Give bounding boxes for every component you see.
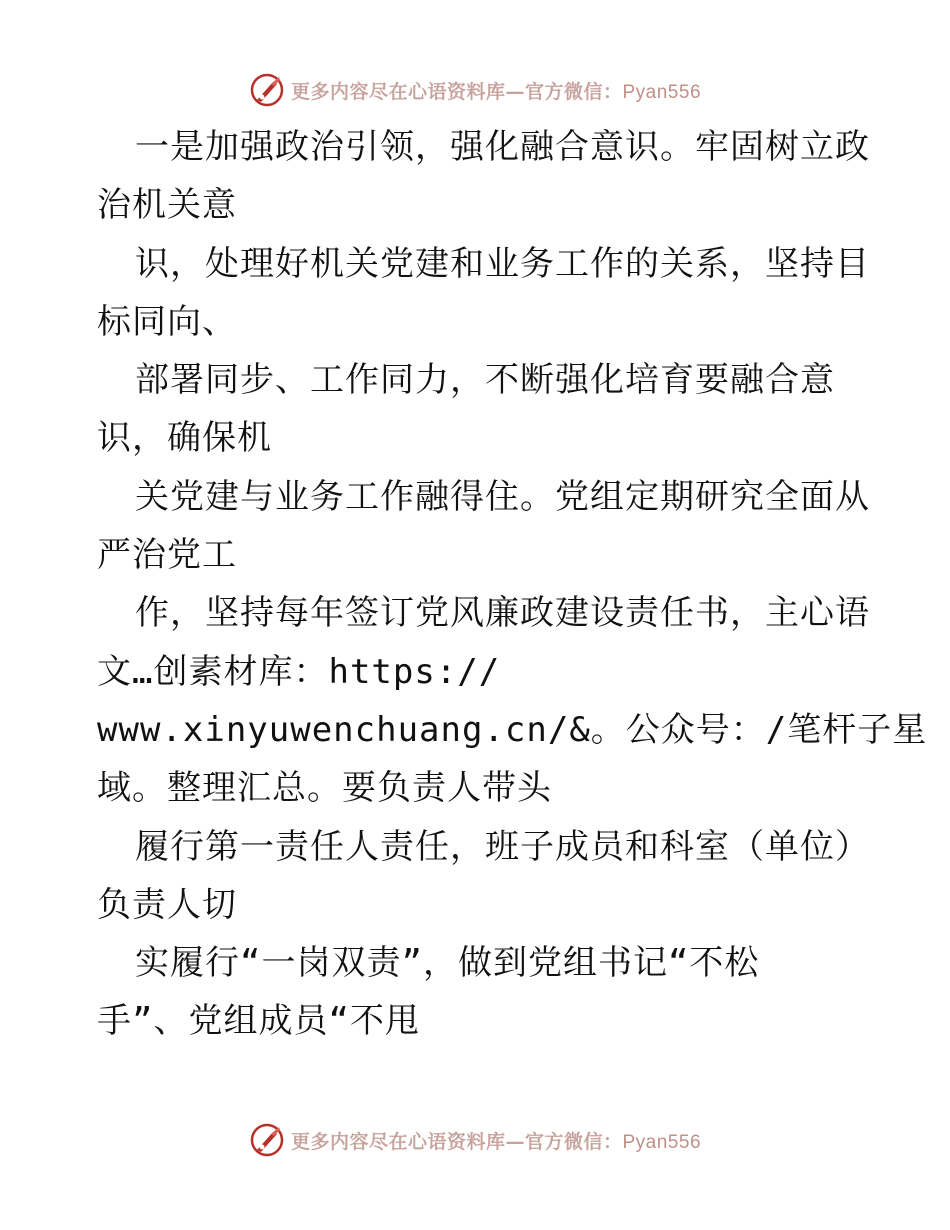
body-line: 部署同步、工作同力，不断强化培育要融合意 (135, 360, 835, 401)
body-line: 实履行“一岗双责”，做到党组书记“不松 (135, 943, 760, 984)
body-line: 手”、党组成员“不甩 (97, 1001, 420, 1042)
body-line: 一是加强政治引领，强化融合意识。牢固树立政 (135, 127, 870, 167)
body-line: 识，处理好机关党建和业务工作的关系，坚持目 (135, 243, 870, 284)
body-line: 治机关意 (97, 185, 237, 226)
header-banner-title: 更多内容尽在心语资料库—官方微信： (290, 80, 623, 103)
body-line: 识，确保机 (97, 418, 272, 459)
body-line: 履行第一责任人责任，班子成员和科室（单位） (135, 826, 870, 867)
body-line: 严治党工 (97, 535, 237, 576)
footer-banner-text (291, 1127, 701, 1154)
header-wechat-id: Pyan556 (622, 81, 702, 103)
footer-wechat-id: Pyan556 (622, 1131, 702, 1153)
body-line: 作，坚持每年签订党风廉政建设责任书，主心语 (135, 593, 870, 634)
body-line: 域。整理汇总。要负责人带头 (97, 768, 552, 809)
quill-pen-logo-icon (249, 1122, 285, 1158)
body-line: 文…创素材库：https:// (97, 651, 501, 692)
body-line: 关党建与业务工作融得住。党组定期研究全面从 (135, 476, 870, 517)
body-line: 标同向、 (97, 301, 237, 342)
body-line: www.xinyuwenchuang.cn/&。公众号：/笔杆子星 (97, 709, 928, 750)
footer-banner-title: 更多内容尽在心语资料库—官方微信： (290, 1130, 623, 1153)
header-banner-text (291, 77, 701, 104)
footer-banner (0, 1120, 950, 1160)
body-line: 负责人切 (97, 884, 237, 925)
quill-pen-logo-icon (249, 72, 285, 108)
header-banner (0, 70, 950, 110)
document-body (97, 118, 928, 1051)
